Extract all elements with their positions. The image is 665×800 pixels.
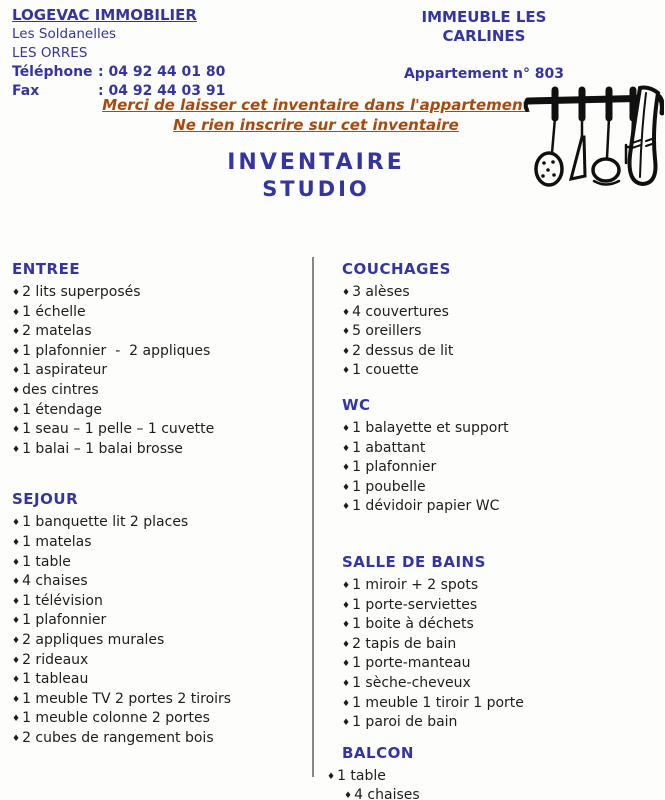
agency-city: LES ORRES xyxy=(12,45,88,61)
diamond-bullet-icon: ♦ xyxy=(342,600,351,611)
item-label: 1 échelle xyxy=(22,303,86,320)
list-item xyxy=(342,322,657,342)
diamond-bullet-icon: ♦ xyxy=(12,655,21,666)
list-item xyxy=(12,361,304,381)
phone-line xyxy=(12,63,225,82)
diamond-bullet-icon: ♦ xyxy=(342,580,351,591)
item-label: 1 porte-serviettes xyxy=(352,596,478,613)
phone-label: Téléphone xyxy=(12,64,93,80)
item-label: 2 rideaux xyxy=(22,651,89,668)
list-item xyxy=(327,767,657,787)
item-label: 1 couette xyxy=(352,362,419,379)
list-item xyxy=(342,615,657,635)
list-item xyxy=(342,497,657,517)
inventory-section-wc xyxy=(342,396,657,517)
list-item xyxy=(12,283,304,303)
list-item xyxy=(12,690,304,710)
list-item xyxy=(344,786,657,800)
inventory-section-sejour xyxy=(12,490,304,748)
item-label: des cintres xyxy=(22,381,99,398)
diamond-bullet-icon: ♦ xyxy=(342,482,351,493)
inventory-column-right xyxy=(327,260,657,800)
item-label: 2 appliques murales xyxy=(22,631,165,648)
diamond-bullet-icon: ♦ xyxy=(342,698,351,709)
list-item xyxy=(342,576,657,596)
title-studio: STUDIO xyxy=(262,177,370,201)
diamond-bullet-icon: ♦ xyxy=(342,463,351,474)
list-item xyxy=(12,631,304,651)
list-item xyxy=(12,381,304,401)
list-item xyxy=(342,342,657,362)
item-label: 1 boite à déchets xyxy=(352,616,474,633)
item-label: 4 couvertures xyxy=(352,303,449,320)
diamond-bullet-icon: ♦ xyxy=(327,771,336,782)
diamond-bullet-icon: ♦ xyxy=(12,288,21,298)
phone-number: : 04 92 44 01 80 xyxy=(98,64,226,80)
item-label: 1 balai – 1 balai brosse xyxy=(22,440,183,457)
section-heading: WC xyxy=(342,395,371,414)
diamond-bullet-icon: ♦ xyxy=(12,405,21,416)
item-label: 1 matelas xyxy=(22,533,92,550)
section-heading: SALLE DE BAINS xyxy=(342,552,486,571)
diamond-bullet-icon: ♦ xyxy=(12,635,21,646)
agency-name: LOGEVAC IMMOBILIER xyxy=(12,6,197,24)
list-item xyxy=(342,674,657,694)
list-item xyxy=(12,401,304,421)
agency-header xyxy=(12,6,225,101)
section-heading: SEJOUR xyxy=(12,490,79,509)
item-label: 1 tableau xyxy=(22,671,89,688)
building-name: IMMEUBLE LES CARLINES xyxy=(421,8,547,45)
item-label: 1 miroir + 2 spots xyxy=(352,576,479,593)
item-label: 4 chaises xyxy=(354,787,420,800)
item-label: 1 meuble colonne 2 portes xyxy=(22,710,210,727)
list-item xyxy=(12,572,304,592)
item-label: 2 cubes de rangement bois xyxy=(22,729,214,746)
diamond-bullet-icon: ♦ xyxy=(342,718,351,729)
list-item xyxy=(342,596,657,616)
column-divider xyxy=(312,257,314,777)
item-label: 1 aspirateur xyxy=(22,362,108,379)
item-label: 1 dévidoir papier WC xyxy=(352,498,500,515)
item-label: 1 table xyxy=(22,553,71,570)
diamond-bullet-icon: ♦ xyxy=(12,694,21,705)
diamond-bullet-icon: ♦ xyxy=(12,675,21,686)
item-label: 4 chaises xyxy=(22,573,88,590)
list-item xyxy=(12,303,304,323)
diamond-bullet-icon: ♦ xyxy=(12,425,21,436)
item-label: 5 oreillers xyxy=(352,323,422,340)
building-header xyxy=(388,8,580,84)
list-item xyxy=(12,342,304,362)
item-label: 1 seau – 1 pelle – 1 cuvette xyxy=(22,421,215,438)
list-item xyxy=(342,458,657,478)
item-label: 1 poubelle xyxy=(352,478,426,495)
list-item xyxy=(342,361,657,381)
notice-line-2: Ne rien inscrire sur cet inventaire xyxy=(173,116,459,134)
item-label: 1 plafonnier xyxy=(22,612,107,629)
diamond-bullet-icon: ♦ xyxy=(12,307,21,318)
list-item xyxy=(12,592,304,612)
list-item xyxy=(12,670,304,690)
diamond-bullet-icon: ♦ xyxy=(12,537,21,548)
diamond-bullet-icon: ♦ xyxy=(12,596,21,607)
notice-line-1: Merci de laisser cet inventaire dans l'appartement xyxy=(102,96,530,114)
list-item xyxy=(342,635,657,655)
diamond-bullet-icon: ♦ xyxy=(344,791,353,800)
item-label: 2 lits superposés xyxy=(22,284,141,300)
inventory-section-entree xyxy=(12,260,304,459)
diamond-bullet-icon: ♦ xyxy=(342,639,351,650)
diamond-bullet-icon: ♦ xyxy=(12,366,21,377)
fax-label: Fax xyxy=(12,83,40,99)
list-item xyxy=(342,478,657,498)
list-item xyxy=(342,713,657,733)
section-heading: BALCON xyxy=(342,743,414,762)
diamond-bullet-icon: ♦ xyxy=(12,346,21,357)
item-label: 1 abattant xyxy=(352,439,426,456)
item-label: 1 sèche-cheveux xyxy=(352,674,471,691)
list-item xyxy=(342,303,657,323)
list-item xyxy=(12,729,304,749)
diamond-bullet-icon: ♦ xyxy=(342,423,351,434)
diamond-bullet-icon: ♦ xyxy=(12,518,21,529)
diamond-bullet-icon: ♦ xyxy=(342,443,351,454)
diamond-bullet-icon: ♦ xyxy=(12,327,21,338)
section-heading: ENTREE xyxy=(12,260,81,278)
diamond-bullet-icon: ♦ xyxy=(342,288,351,298)
diamond-bullet-icon: ♦ xyxy=(12,577,21,588)
list-item xyxy=(12,533,304,553)
kitchen-utensils-illustration xyxy=(522,85,664,191)
diamond-bullet-icon: ♦ xyxy=(342,502,351,513)
inventory-column-left xyxy=(12,260,304,748)
list-item xyxy=(12,440,304,460)
diamond-bullet-icon: ♦ xyxy=(12,385,21,396)
agency-residence: Les Soldanelles xyxy=(12,26,117,42)
item-label: 2 tapis de bain xyxy=(352,635,457,652)
item-label: 1 table xyxy=(337,767,386,784)
item-label: 1 paroi de bain xyxy=(352,714,458,731)
item-label: 1 banquette lit 2 places xyxy=(22,514,189,531)
list-item xyxy=(12,611,304,631)
item-label: 1 porte-manteau xyxy=(352,655,471,672)
diamond-bullet-icon: ♦ xyxy=(342,307,351,318)
title-inventaire: INVENTAIRE xyxy=(227,150,405,175)
diamond-bullet-icon: ♦ xyxy=(342,366,351,377)
item-label: 1 meuble TV 2 portes 2 tiroirs xyxy=(22,690,232,707)
list-item xyxy=(12,709,304,729)
item-label: 1 télévision xyxy=(22,592,103,609)
diamond-bullet-icon: ♦ xyxy=(12,616,21,627)
diamond-bullet-icon: ♦ xyxy=(342,327,351,338)
item-label: 2 dessus de lit xyxy=(352,342,454,359)
list-item xyxy=(12,553,304,573)
inventory-section-salle-de-bains xyxy=(342,553,657,733)
inventory-section-couchages xyxy=(342,260,657,381)
diamond-bullet-icon: ♦ xyxy=(12,733,21,744)
diamond-bullet-icon: ♦ xyxy=(342,620,351,631)
list-item xyxy=(12,513,304,533)
item-label: 1 balayette et support xyxy=(352,419,509,436)
inventory-section-balcon xyxy=(327,743,657,800)
item-label: 2 matelas xyxy=(22,323,92,340)
item-label: 1 meuble 1 tiroir 1 porte xyxy=(352,694,524,711)
list-item xyxy=(12,322,304,342)
section-heading: COUCHAGES xyxy=(342,260,451,278)
list-item xyxy=(12,420,304,440)
item-label: 3 alèses xyxy=(352,284,410,300)
fax-number: : 04 92 44 03 91 xyxy=(98,83,226,99)
list-item xyxy=(342,439,657,459)
diamond-bullet-icon: ♦ xyxy=(342,346,351,357)
item-label: 1 étendage xyxy=(22,401,102,418)
item-label: 1 plafonnier - 2 appliques xyxy=(22,342,211,359)
list-item xyxy=(12,651,304,671)
apartment-number: Appartement n° 803 xyxy=(403,66,565,82)
list-item xyxy=(342,654,657,674)
list-item xyxy=(342,694,657,714)
diamond-bullet-icon: ♦ xyxy=(342,678,351,689)
diamond-bullet-icon: ♦ xyxy=(12,444,21,455)
diamond-bullet-icon: ♦ xyxy=(12,557,21,568)
list-item xyxy=(342,419,657,439)
diamond-bullet-icon: ♦ xyxy=(12,714,21,725)
list-item xyxy=(342,283,657,303)
item-label: 1 plafonnier xyxy=(352,459,437,476)
diamond-bullet-icon: ♦ xyxy=(342,659,351,670)
